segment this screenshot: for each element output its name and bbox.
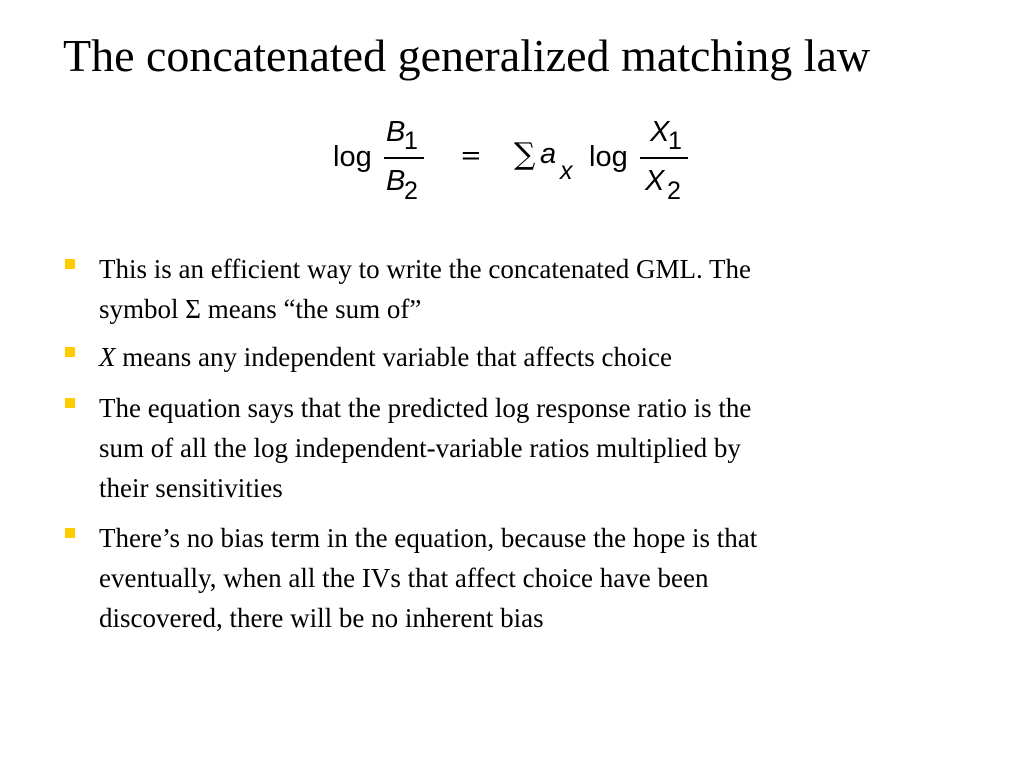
rhs-denominator-variable: X <box>645 165 665 197</box>
bullet-line: This is an efficient way to write the concatenated GML. The <box>99 254 752 284</box>
lhs-denominator-variable: B <box>386 165 406 197</box>
rhs-numerator-subscript: 1 <box>668 127 682 155</box>
bullet-text <box>99 518 959 638</box>
bullet-line: discovered, there will be no inherent bias <box>99 603 544 633</box>
equation <box>0 0 1024 230</box>
bullet-marker-icon <box>65 347 75 357</box>
bullet-line <box>99 337 959 377</box>
rhs-numerator-variable: X <box>650 116 670 148</box>
lhs-log: log <box>333 141 372 173</box>
bullet-line: The equation says that the predicted log response ratio is the <box>99 393 752 423</box>
slide-title: The concatenated generalized matching law <box>63 30 871 81</box>
bullet-line: their sensitivities <box>99 473 283 503</box>
bullet-line: There’s no bias term in the equation, because the hope is that <box>99 523 758 553</box>
bullet-marker-icon <box>65 259 75 269</box>
rhs-fraction-bar <box>640 157 688 159</box>
bullet-line: sum of all the log independent-variable ratios multiplied by <box>99 433 741 463</box>
bullet-line-rest: means any independent variable that affects choice <box>115 342 673 372</box>
equals-sign: = <box>460 141 482 171</box>
bullet-line: eventually, when all the IVs that affect choice have been <box>99 563 709 593</box>
variable-x: X <box>99 342 116 372</box>
rhs-denominator-subscript: 2 <box>667 177 681 205</box>
sum-symbol: ∑ <box>514 137 536 172</box>
lhs-numerator-variable: B <box>386 116 406 148</box>
coefficient-subscript: x <box>560 157 573 185</box>
bullet-text <box>99 388 959 508</box>
lhs-numerator-subscript: 1 <box>404 127 418 155</box>
rhs-log: log <box>589 141 628 173</box>
bullet-text <box>99 249 959 329</box>
bullet-marker-icon <box>65 528 75 538</box>
bullet-line: symbol Σ means “the sum of” <box>99 294 422 324</box>
lhs-fraction-bar <box>384 157 424 159</box>
coefficient-variable: a <box>540 138 557 170</box>
bullet-marker-icon <box>65 398 75 408</box>
bullet-text <box>99 337 959 377</box>
lhs-denominator-subscript: 2 <box>404 177 418 205</box>
